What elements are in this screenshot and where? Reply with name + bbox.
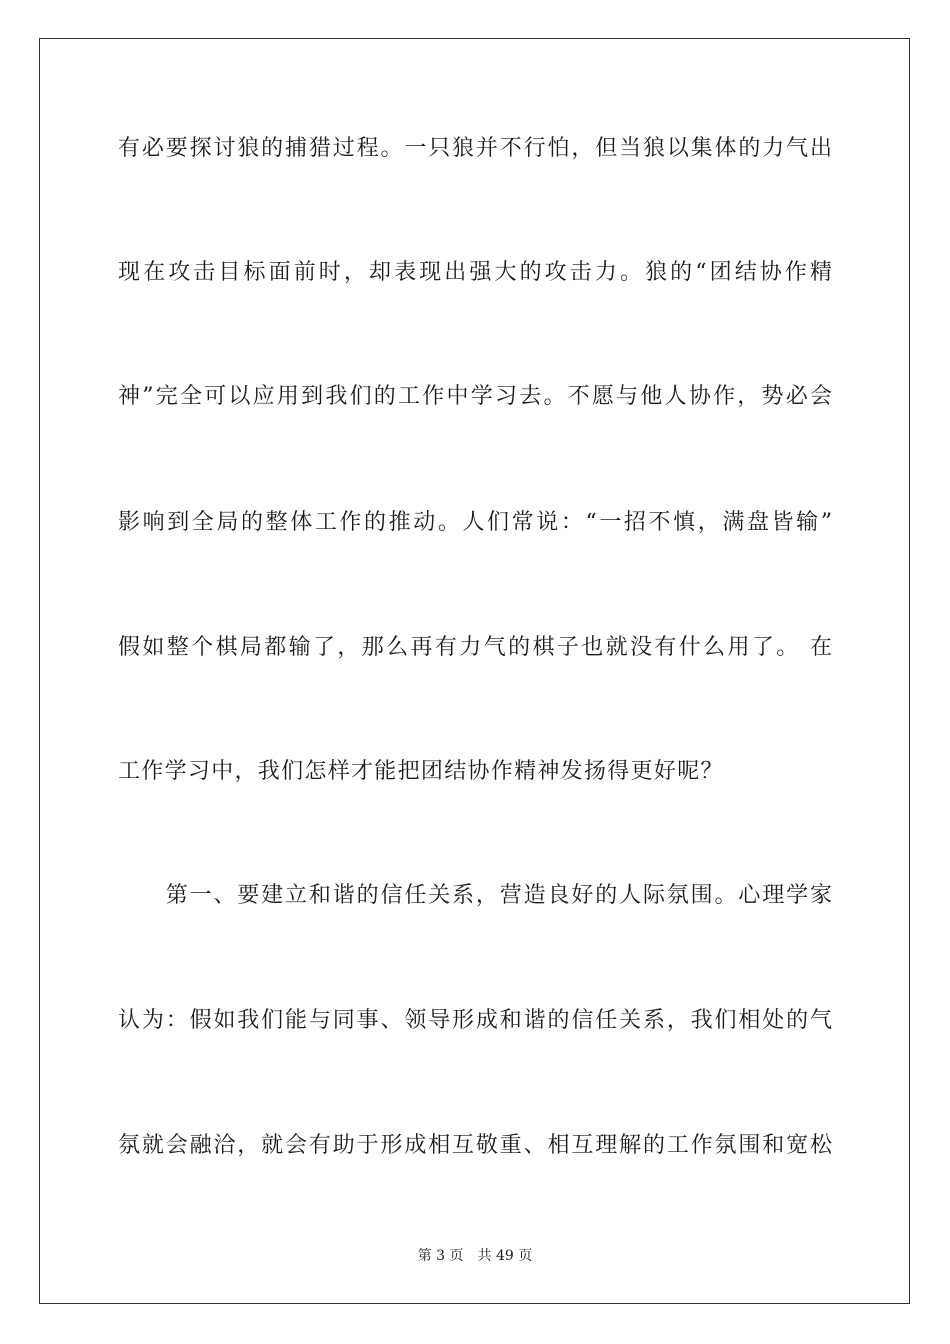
text-line: 影响到全局的整体工作的推动。人们常说：“一招不慎，满盘皆输”	[118, 510, 832, 535]
page-border	[39, 38, 910, 1304]
text-line: 第一、要建立和谐的信任关系，营造良好的人际氛围。心理学家	[118, 883, 832, 908]
text-line: 氛就会融洽，就会有助于形成相互敬重、相互理解的工作氛围和宽松	[118, 1133, 832, 1158]
text-line: 工作学习中，我们怎样才能把团结协作精神发扬得更好呢？	[118, 759, 724, 784]
text-line: 神”完全可以应用到我们的工作中学习去。不愿与他人协作，势必会	[118, 384, 832, 409]
text-line: 认为：假如我们能与同事、领导形成和谐的信任关系，我们相处的气	[118, 1008, 832, 1033]
text-line: 假如整个棋局都输了，那么再有力气的棋子也就没有什么用了。 在	[118, 635, 832, 660]
text-line: 有必要探讨狼的捕猎过程。一只狼并不行怕，但当狼以集体的力气出	[118, 136, 832, 161]
text-line: 现在攻击目标面前时，却表现出强大的攻击力。狼的“团结协作精	[118, 260, 832, 285]
page-number-footer: 第 3 页 共 49 页	[417, 1248, 533, 1264]
